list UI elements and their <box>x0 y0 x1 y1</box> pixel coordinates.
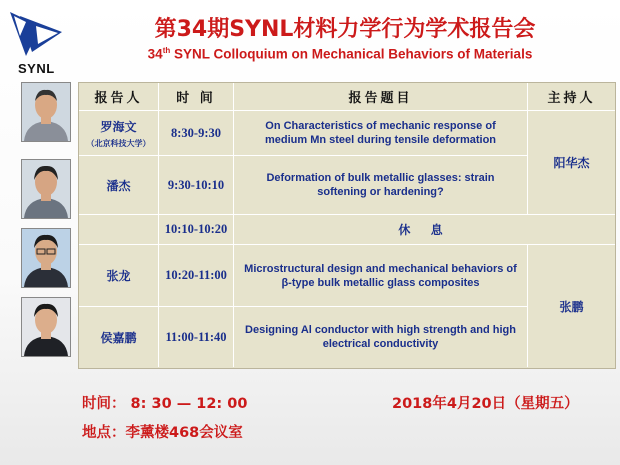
table-row-2-time: 9:30-10:10 <box>159 156 234 215</box>
synl-logo-icon <box>6 8 68 60</box>
footer-time: 时间： 8: 30 — 12: 00 <box>82 396 248 412</box>
speaker-name: 罗海文 <box>100 119 137 134</box>
footer-date: 2018年4月20日（星期五） <box>392 396 579 412</box>
title-chinese: 第34期SYNL材料力学行为学术报告会 <box>154 17 536 42</box>
speaker-photo-2 <box>21 159 71 219</box>
table-row-1-time: 8:30-9:30 <box>159 111 234 156</box>
header-topic: 报告题目 <box>234 83 528 111</box>
speaker-photo-3 <box>21 228 71 288</box>
person-icon <box>22 298 70 356</box>
table-row-1-topic: On Characteristics of mechanic response of medium Mn steel during tensile deformation <box>234 111 528 156</box>
speaker-photo-4 <box>21 297 71 357</box>
person-icon <box>22 83 70 141</box>
title-english <box>80 46 600 62</box>
synl-logo <box>6 8 68 78</box>
table-row-2-topic: Deformation of bulk metallic glasses: strain softening or hardening? <box>234 156 528 215</box>
header-speaker: 报告人 <box>79 83 159 111</box>
table-row-2-speaker: 潘杰 <box>79 156 159 215</box>
table-row-break-speaker <box>79 215 159 245</box>
table-row-4-time: 10:20-11:00 <box>159 245 234 307</box>
table-row-break-label: 休 息 <box>234 215 615 245</box>
table-row-1-speaker <box>79 111 159 156</box>
speaker-affiliation: （北京科技大学） <box>86 138 151 148</box>
person-icon <box>22 160 70 218</box>
table-row-5-speaker: 侯嘉鹏 <box>79 307 159 367</box>
speaker-photo-1 <box>21 82 71 142</box>
title-en-superscript: th <box>162 46 171 55</box>
table-row-5-time: 11:00-11:40 <box>159 307 234 367</box>
logo-text: SYNL <box>18 61 55 76</box>
host-1: 阳华杰 <box>528 111 615 215</box>
header-time: 时 间 <box>159 83 234 111</box>
header-host: 主持人 <box>528 83 615 111</box>
table-row-5-topic: Designing Al conductor with high strength and high electrical conductivity <box>234 307 528 367</box>
host-2: 张鹏 <box>559 299 584 314</box>
footer-location: 地点：李薰楼468会议室 <box>82 425 243 441</box>
schedule-table <box>78 82 616 369</box>
person-icon <box>22 229 70 287</box>
table-row-break-time: 10:10-10:20 <box>159 215 234 245</box>
table-row-4-speaker: 张龙 <box>79 245 159 307</box>
table-row-4-topic: Microstructural design and mechanical behaviors of β-type bulk metallic glass composites <box>234 245 528 307</box>
title-en-text: SYNL Colloquium on Mechanical Behaviors of Materials <box>170 46 533 62</box>
title-en-number: 34 <box>147 46 163 62</box>
